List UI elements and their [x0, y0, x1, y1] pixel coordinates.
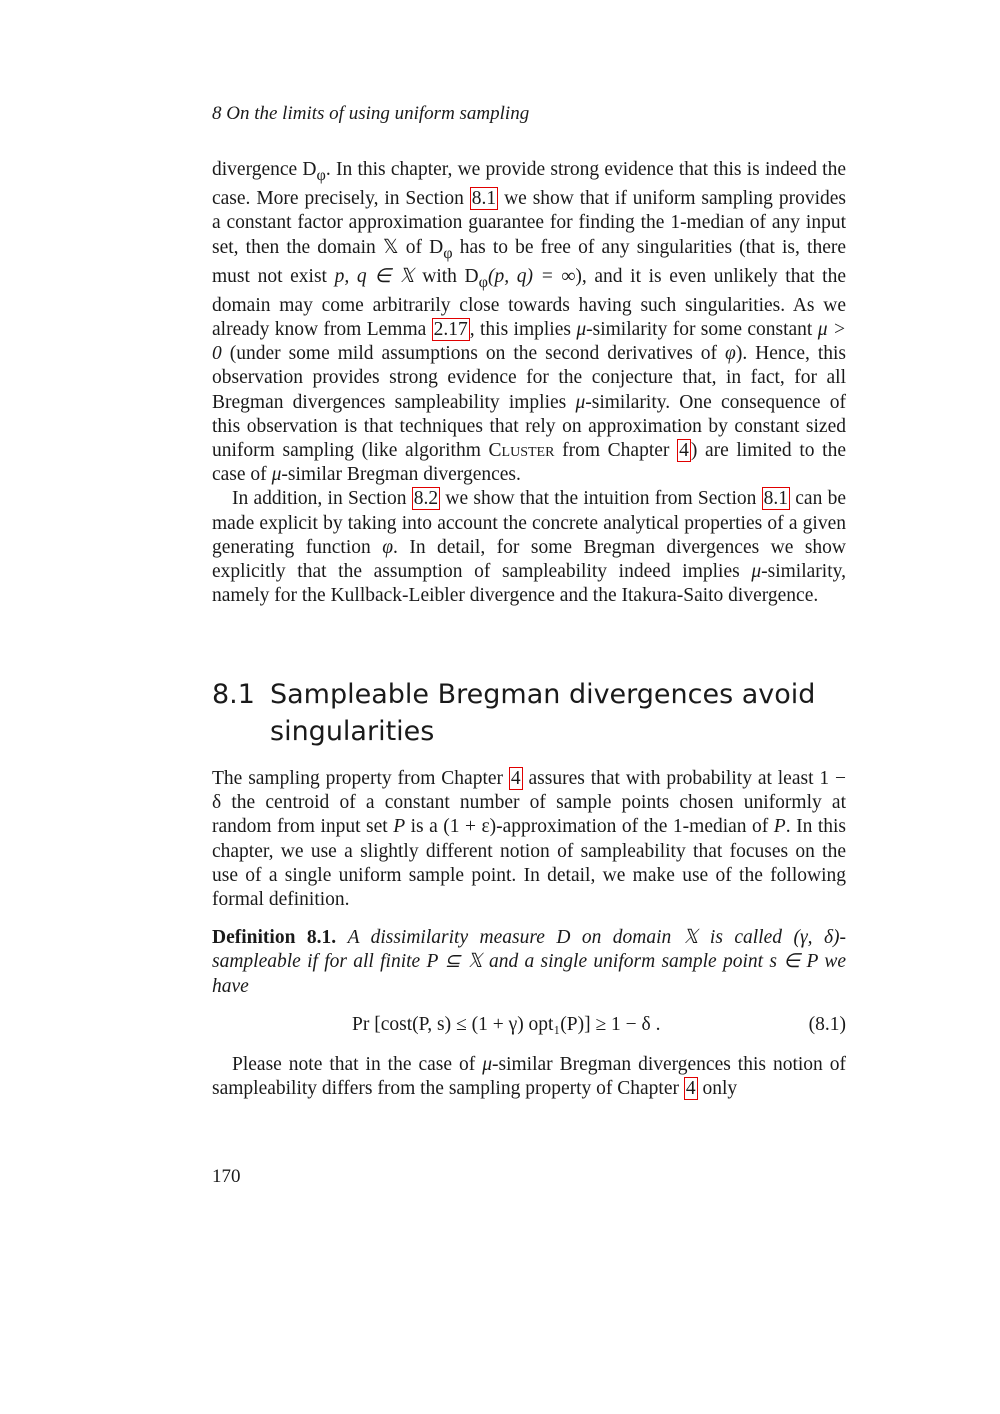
running-head: 8 On the limits of using uniform sampling	[212, 103, 530, 124]
section-8-2-link[interactable]: 8.2	[413, 488, 439, 510]
chapter-4-link-2[interactable]: 4	[510, 768, 521, 789]
equation-number: (8.1)	[808, 1013, 846, 1035]
equation-body: Pr [cost(P, s) ≤ (1 + γ) opt₁(P)] ≥ 1 − δ .	[352, 1013, 661, 1035]
page-number: 170	[212, 1166, 241, 1187]
lemma-2-17-link[interactable]: 2.17	[433, 318, 468, 340]
section-8-1-link[interactable]: 8.1	[471, 188, 497, 210]
algorithm-name: Cluster	[488, 439, 555, 461]
intro-text	[212, 158, 846, 608]
phi-subscript: φ	[443, 243, 453, 262]
chapter-4-link-3[interactable]: 4	[685, 1078, 696, 1100]
section-title-line-2: singularities	[270, 716, 435, 747]
definition-label: Definition 8.1.	[212, 927, 337, 949]
section-paragraph-2: Please note that in the case of μ-similar Bregman divergences this notion of sampleability differs from the sampling property of Chapter 4 only	[212, 1053, 846, 1100]
chapter-4-link[interactable]: 4	[679, 439, 689, 461]
definition-text: A dissimilarity measure D on domain 𝕏 is called (γ, δ)-sampleable if for all finite P ⊆ 𝕏 and a single uniform sample point s ∈ P we have	[212, 927, 847, 997]
section-title-line-1: Sampleable Bregman divergences avoid	[270, 679, 816, 710]
section-number: 8.1	[212, 679, 255, 710]
intro-paragraph-1: divergence $D_\varphi$. In this chapter, we provide strong evidence that this is indeed the case. More precisely, in Section 8.1 we show that if uniform sampling provides a constant factor approximation guarantee for finding the 1-median of any input set, then the domain 𝕏 of $D_\varphi$ has to be free of any singularities (that is, there must not exist p, q ∈ 𝕏 with $D_\varphi(p$, q) = ∞), and it is even unlikely that the domain may come arbitrarily close towards having such singularities. As we already know from Lemma 2.17 , this implies μ-similarity for some constant μ > 0 (under some mild assumptions on the second derivatives of φ). Hence, this observation provides strong evidence for the conjecture that, in fact, for all Bregman divergences sampleability implies μ-similarity. One consequence of this observation is that techniques that rely on approximation by constant sized uniform sampling (like algorithm Cluster from Chapter 4 ) are limited to the case of μ-similar Bregman divergences.	[212, 159, 847, 486]
section-heading	[212, 676, 846, 750]
section-body	[212, 767, 846, 1115]
section-8-1-link-2[interactable]: 8.1	[763, 488, 789, 510]
equation	[212, 1013, 846, 1041]
intro-paragraph-2: In addition, in Section 8.2 we show that the intuition from Section 8.1 can be made explicit by taking into account the concrete analytical properties of a given generating function φ. In detail, for some Bregman divergences we show explicitly that the assumption of sampleability indeed implies μ-similarity, namely for the Kullback-Leibler divergence and the Itakura-Saito divergence.	[212, 488, 847, 607]
definition	[212, 926, 846, 999]
section-paragraph-1: The sampling property from Chapter 4 assures that with probability at least 1 − δ the centroid of a constant number of sample points chosen uniformly at random from input set P is a (1 + ε)-approximation of the 1-median of P. In this chapter, we use a slightly different notion of sampleability that focuses on the use of a single uniform sample point. In detail, we make use of the following formal definition.	[212, 768, 846, 911]
